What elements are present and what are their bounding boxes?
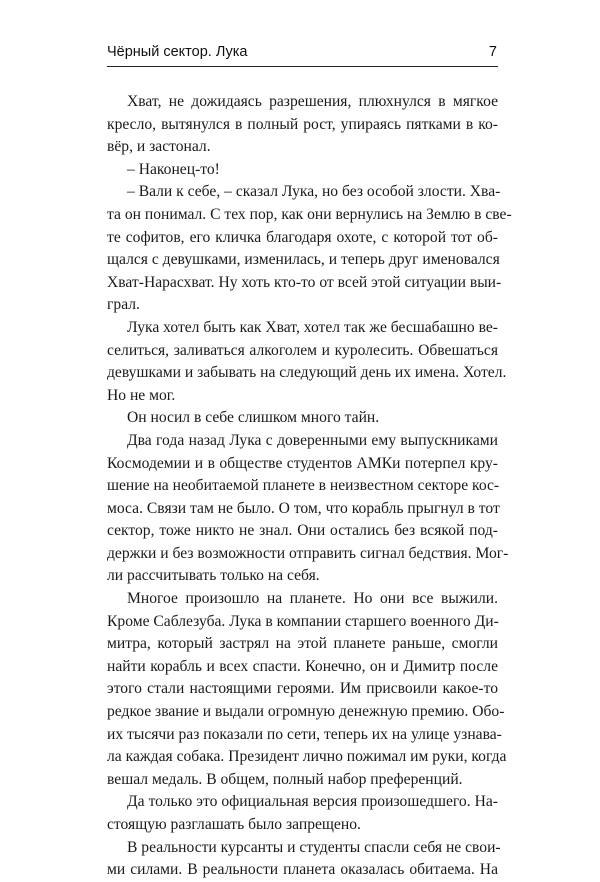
- text-line: сектор, тоже никто не знал. Они остались без всякой под-: [107, 522, 498, 540]
- text-line: Он носил в себе слишком много тайн.: [127, 409, 380, 427]
- header-rule: [107, 66, 498, 67]
- text-line: вешал медаль. В общем, полный набор преференций.: [107, 770, 463, 788]
- text-line: Да только это официальная версия произошедшего. На-: [127, 793, 498, 811]
- text-line: найти корабль и всех спасти. Конечно, он и Димитр после: [107, 657, 498, 675]
- text-line: кресло, вытянулся в полный рост, упираясь пятками в ко-: [107, 115, 498, 133]
- text-line: ли рассчитывать только на себя.: [107, 567, 320, 585]
- text-line: Но не мог.: [107, 386, 176, 404]
- text-line: их тысячи раз показали по сети, теперь их на улице узнава-: [107, 725, 502, 743]
- text-line: те софитов, его кличка благодаря охоте, с которой тот об-: [107, 228, 498, 246]
- text-line: держки и без возможности отправить сигнал бедствия. Мог-: [107, 544, 509, 562]
- text-line: ми силами. В реальности планета оказалась обитаема. На: [107, 861, 498, 879]
- body-text: [107, 91, 512, 882]
- text-line: Многое произошло на планете. Но они все выжили.: [127, 590, 498, 608]
- text-line: Космодемии и в обществе студентов АМКи потерпел кру-: [107, 454, 498, 472]
- text-line: моса. Связи там не было. О том, что корабль прыгнул в тот: [107, 499, 500, 517]
- text-line: Два года назад Лука с доверенными ему выпускниками: [127, 431, 498, 449]
- text-line: ла каждая собака. Президент лично пожимал им руки, когда: [107, 748, 507, 766]
- page-number: 7: [488, 44, 497, 60]
- text-line: – Вали к себе, – сказал Лука, но без особой злости. Хва-: [127, 183, 501, 201]
- text-line: селиться, заливаться алкоголем и куролесить. Обвешаться: [107, 341, 498, 359]
- text-line: – Наконец-то!: [127, 160, 220, 178]
- text-line: щался с девушками, изменилась, и теперь друг именовался: [107, 251, 500, 269]
- text-line: Лука хотел быть как Хват, хотел так же бесшабашно ве-: [127, 318, 498, 336]
- text-line: этого стали настоящими героями. Им присвоили какое-то: [107, 680, 498, 698]
- text-line: вёр, и застонал.: [107, 138, 211, 156]
- text-line: девушками и забывать на следующий день их имена. Хотел.: [107, 364, 507, 382]
- text-line: Хват-Нарасхват. Ну хоть кто-то от всей этой ситуации выи-: [107, 273, 502, 291]
- text-line: Хват, не дожидаясь разрешения, плюхнулся в мягкое: [127, 93, 498, 110]
- text-line: митра, который застрял на этой планете раньше, смогли: [107, 635, 498, 653]
- text-line: шение на необитаемой планете в неизвестном секторе кос-: [107, 477, 500, 495]
- running-head-title: Чёрный сектор. Лука: [107, 44, 248, 60]
- text-line: та он понимал. С тех пор, как они вернулись на Землю в све-: [107, 205, 512, 223]
- text-line: стоящую разглашать было запрещено.: [107, 816, 361, 833]
- text-line: В реальности курсанты и студенты спасли себя не свои-: [127, 838, 501, 856]
- text-line: Кроме Саблезуба. Лука в компании старшего военного Ди-: [107, 612, 499, 630]
- text-line: грал.: [107, 296, 140, 314]
- text-line: редкое звание и выдали огромную денежную премию. Обо-: [107, 703, 505, 721]
